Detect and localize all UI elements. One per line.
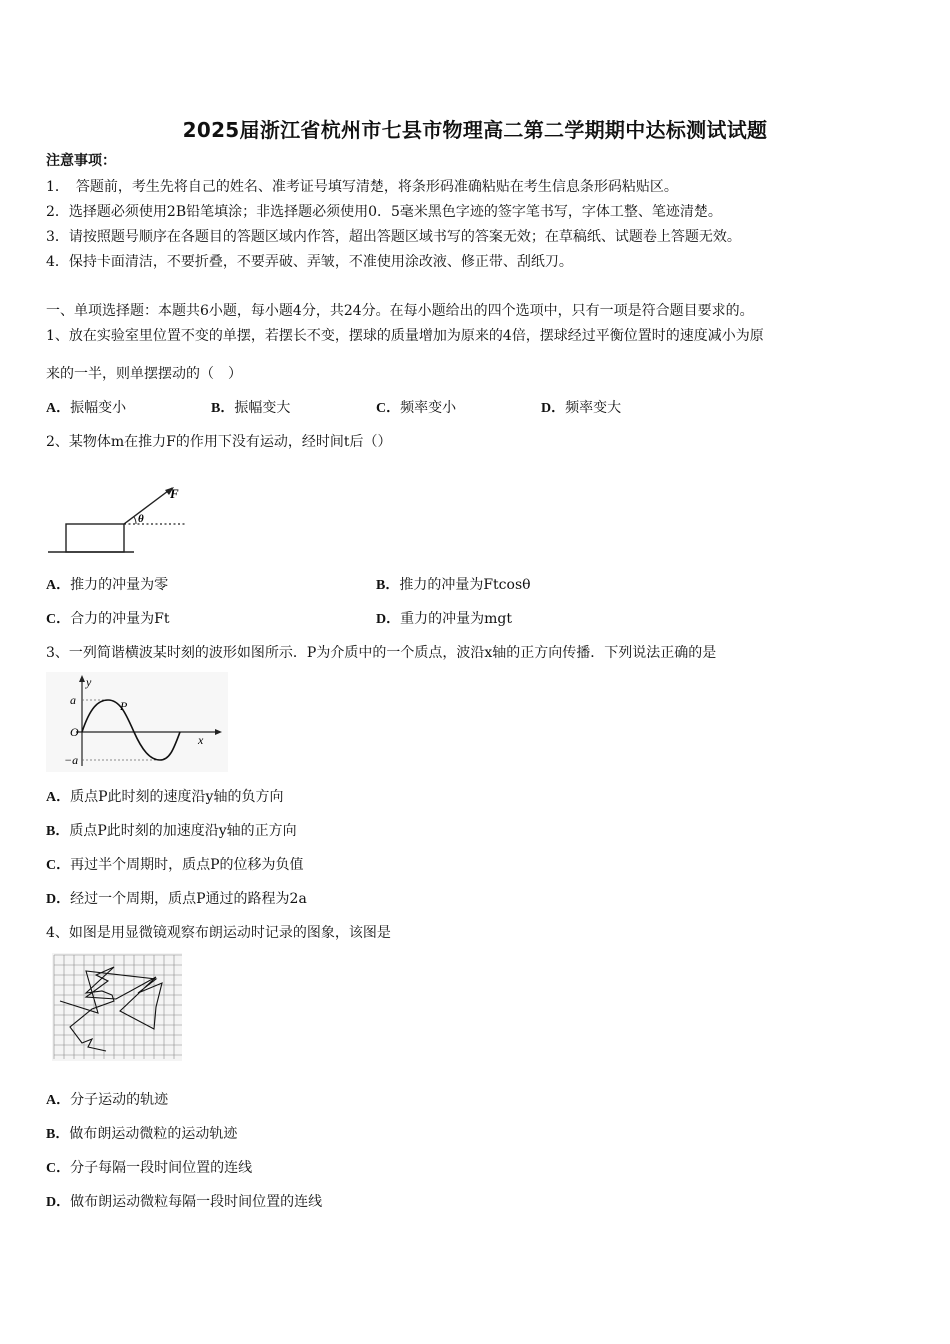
- q3-option-d-key: D．: [46, 892, 71, 907]
- q4-option-a-text: 分子运动的轨迹: [70, 1092, 169, 1108]
- q2-option-c-key: C．: [46, 612, 71, 627]
- q2-option-d-text: 重力的冲量为mgt: [400, 611, 512, 627]
- q3-stem: 3、一列简谐横波某时刻的波形如图所示．P为介质中的一个质点，波沿x轴的正方向传播．下列说法正确的是: [46, 645, 717, 661]
- q2-option-a-key: A．: [46, 578, 71, 593]
- q2-option-c-text: 合力的冲量为Ft: [70, 611, 170, 627]
- q2-option-b-key: B．: [376, 578, 400, 593]
- q3-option-d: [46, 889, 307, 910]
- x-axis-label: x: [198, 733, 204, 747]
- q4-option-c: [46, 1158, 252, 1179]
- q2-figure: [46, 480, 196, 556]
- q1-option-b-text: 振幅变大: [234, 400, 291, 416]
- q2-option-a-text: 推力的冲量为零: [70, 577, 169, 593]
- q3-option-b-text: 质点P此时刻的加速度沿y轴的正方向: [69, 823, 297, 839]
- y-axis-label: y: [86, 675, 92, 689]
- q3-option-a-key: A．: [46, 790, 71, 805]
- origin-label: O: [70, 725, 79, 739]
- q1-option-d: [541, 398, 621, 419]
- q3-option-c-text: 再过半个周期时，质点P的位移为负值: [70, 857, 304, 873]
- q1-option-d-key: D．: [541, 401, 566, 416]
- q2-option-d-key: D．: [376, 612, 401, 627]
- q1-stem-line1: 1、放在实验室里位置不变的单摆，若摆长不变，摆球的质量增加为原来的4倍，摆球经过平衡位置时的速度减小为原: [46, 328, 764, 344]
- angle-label: θ: [138, 513, 144, 525]
- q3-option-b-key: B．: [46, 824, 70, 839]
- notice-item-4: 4．保持卡面清洁，不要折叠，不要弄破、弄皱，不准使用涂改液、修正带、刮纸刀。: [46, 254, 573, 270]
- amplitude-neg-a-label: −a: [64, 753, 79, 767]
- q1-stem-line2: 来的一半，则单摆摆动的（ ）: [46, 366, 242, 382]
- q3-option-c-key: C．: [46, 858, 71, 873]
- q3-option-c: [46, 855, 304, 876]
- notice-item-1: 1． 答题前，考生先将自己的姓名、准考证号填写清楚，将条形码准确粘贴在考生信息条形码粘贴区。: [46, 179, 678, 195]
- q4-option-b-key: B．: [46, 1127, 70, 1142]
- section-heading: 一、单项选择题：本题共6小题，每小题4分，共24分。在每小题给出的四个选项中，只有一项是符合题目要求的。: [46, 303, 754, 319]
- point-p-label: P: [120, 699, 128, 713]
- block-m: [66, 524, 124, 552]
- page-title: 2025届浙江省杭州市七县市物理高二第二学期期中达标测试试题: [182, 118, 768, 142]
- angle-arc: [134, 517, 136, 524]
- q4-option-d: [46, 1192, 322, 1213]
- q4-option-c-text: 分子每隔一段时间位置的连线: [70, 1160, 253, 1176]
- q1-option-c-key: C．: [376, 401, 401, 416]
- q4-option-b-text: 做布朗运动微粒的运动轨迹: [69, 1126, 238, 1142]
- q3-option-a: [46, 787, 283, 808]
- q2-option-b-text: 推力的冲量为Ftcosθ: [399, 577, 531, 593]
- q1-option-c-text: 频率变小: [400, 400, 457, 416]
- q4-option-d-key: D．: [46, 1195, 71, 1210]
- q3-option-d-text: 经过一个周期，质点P通过的路程为2a: [70, 891, 307, 907]
- q3-option-a-text: 质点P此时刻的速度沿y轴的负方向: [70, 789, 284, 805]
- q4-option-c-key: C．: [46, 1161, 71, 1176]
- q4-option-a: [46, 1090, 168, 1111]
- q2-stem: 2、某物体m在推力F的作用下没有运动，经时间t后（）: [46, 434, 392, 450]
- notice-item-2: 2．选择题必须使用2B铅笔填涂；非选择题必须使用0．5毫米黑色字迹的签字笔书写，字体工整、笔迹清楚。: [46, 204, 722, 220]
- q4-stem: 4、如图是用显微镜观察布朗运动时记录的图象，该图是: [46, 925, 391, 941]
- q2-option-a: [46, 575, 168, 596]
- q2-option-d: [376, 609, 512, 630]
- force-label: F: [170, 486, 179, 501]
- q3-wave-figure: [46, 672, 228, 772]
- q1-option-a-text: 振幅变小: [70, 400, 127, 416]
- q1-option-a: [46, 398, 126, 419]
- q2-option-c: [46, 609, 169, 630]
- q1-option-b: [211, 398, 290, 419]
- q4-option-d-text: 做布朗运动微粒每隔一段时间位置的连线: [70, 1194, 323, 1210]
- q1-option-d-text: 频率变大: [565, 400, 622, 416]
- q3-option-b: [46, 821, 297, 842]
- amplitude-a-label: a: [70, 693, 76, 707]
- q4-brownian-figure: [52, 953, 182, 1061]
- q4-option-b: [46, 1124, 237, 1145]
- notice-item-3: 3．请按照题号顺序在各题目的答题区域内作答，超出答题区域书写的答案无效；在草稿纸、试题卷上答题无效。: [46, 229, 741, 245]
- q1-option-a-key: A．: [46, 401, 71, 416]
- q2-option-b: [376, 575, 531, 596]
- force-arrow: [124, 488, 172, 524]
- q4-option-a-key: A．: [46, 1093, 71, 1108]
- q1-option-c: [376, 398, 456, 419]
- notice-heading: 注意事项：: [46, 153, 116, 169]
- q1-option-b-key: B．: [211, 401, 235, 416]
